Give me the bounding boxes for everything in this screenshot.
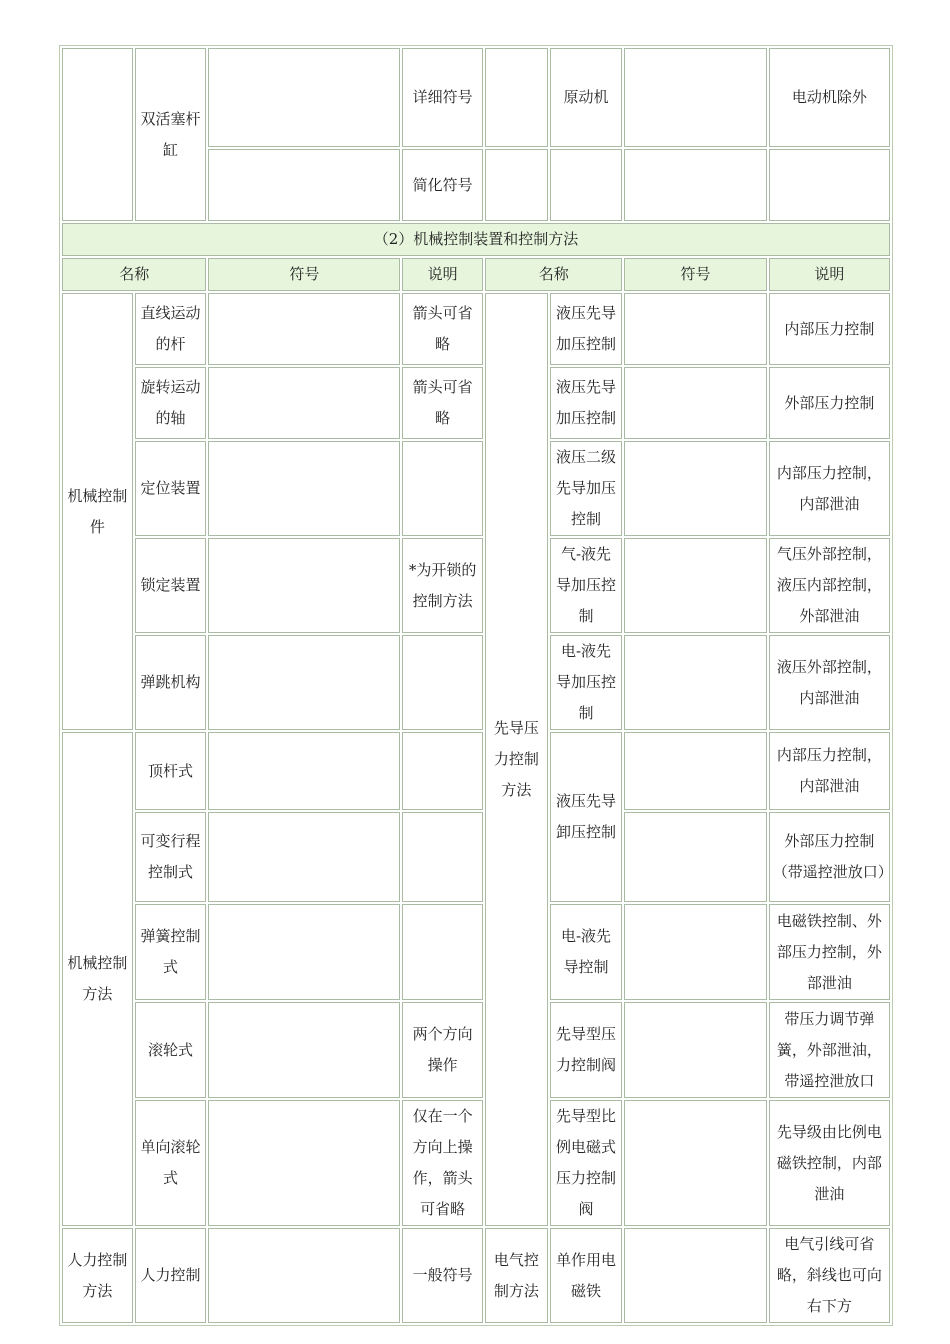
empty-cell [769, 149, 890, 221]
item-name: 电-液先导加压控制 [550, 635, 623, 730]
item-name: 定位装置 [135, 441, 207, 536]
header-note-left: 说明 [402, 258, 483, 291]
item-note [402, 732, 483, 810]
symbol-cell [624, 904, 766, 1000]
item-note: 内部压力控制，内部泄油 [769, 732, 890, 810]
item-name: 可变行程控制式 [135, 812, 207, 902]
item-note [402, 812, 483, 902]
item-name: 滚轮式 [135, 1002, 207, 1098]
symbol-cell [208, 538, 400, 633]
item-name: 锁定装置 [135, 538, 207, 633]
empty-cell [550, 149, 623, 221]
item-name: 液压先导加压控制 [550, 367, 623, 439]
group-mech-methods: 机械控制方法 [62, 732, 133, 1226]
header-symbol-right: 符号 [624, 258, 766, 291]
symbol-cell [208, 48, 400, 147]
symbol-cell [624, 1228, 766, 1323]
symbol-cell [208, 293, 400, 365]
group-electric-methods: 电气控制方法 [485, 1228, 548, 1323]
symbol-cell [208, 904, 400, 1000]
prime-mover-name: 原动机 [550, 48, 623, 147]
item-name: 气-液先导加压控制 [550, 538, 623, 633]
item-note: 外部压力控制（带遥控泄放口） [769, 812, 890, 902]
symbol-cell [208, 149, 400, 221]
header-note-right: 说明 [769, 258, 890, 291]
header-name-left: 名称 [62, 258, 206, 291]
empty-cell [62, 48, 133, 221]
symbol-cell [624, 441, 766, 536]
symbol-cell [624, 1002, 766, 1098]
group-manual-methods: 人力控制方法 [62, 1228, 133, 1323]
symbol-cell [624, 367, 766, 439]
symbol-cell [208, 1002, 400, 1098]
symbol-cell [208, 635, 400, 730]
symbol-cell [208, 812, 400, 902]
symbol-cell [208, 732, 400, 810]
item-note: 气压外部控制，液压内部控制，外部泄油 [769, 538, 890, 633]
symbol-cell [624, 732, 766, 810]
symbol-table-container [59, 45, 893, 1326]
symbol-cell [208, 441, 400, 536]
item-note: 箭头可省略 [402, 293, 483, 365]
empty-cell [485, 149, 548, 221]
item-note: 内部压力控制，内部泄油 [769, 441, 890, 536]
item-name: 先导型比例电磁式压力控制阀 [550, 1100, 623, 1226]
symbol-cell [624, 48, 766, 147]
hydraulic-symbol-table [59, 45, 893, 1326]
item-name: 旋转运动的轴 [135, 367, 207, 439]
symbol-cell [624, 812, 766, 902]
item-name: 单作用电磁铁 [550, 1228, 623, 1323]
symbol-cell [624, 1100, 766, 1226]
item-name: 人力控制 [135, 1228, 207, 1323]
item-name: 顶杆式 [135, 732, 207, 810]
item-name: 液压先导加压控制 [550, 293, 623, 365]
item-note: *为开锁的控制方法 [402, 538, 483, 633]
item-note: 先导级由比例电磁铁控制，内部泄油 [769, 1100, 890, 1226]
item-note: 电磁铁控制、外部压力控制，外部泄油 [769, 904, 890, 1000]
item-note: 仅在一个方向上操作，箭头可省略 [402, 1100, 483, 1226]
symbol-cell [208, 367, 400, 439]
symbol-cell [624, 635, 766, 730]
item-note: 箭头可省略 [402, 367, 483, 439]
header-name-right: 名称 [485, 258, 622, 291]
symbol-cell [208, 1100, 400, 1226]
item-name: 先导型压力控制阀 [550, 1002, 623, 1098]
item-note: 带压力调节弹簧，外部泄油，带遥控泄放口 [769, 1002, 890, 1098]
simple-symbol-label: 简化符号 [402, 149, 483, 221]
symbol-cell [624, 293, 766, 365]
cylinder-name: 双活塞杆缸 [135, 48, 207, 221]
symbol-cell [624, 538, 766, 633]
item-note: 内部压力控制 [769, 293, 890, 365]
item-name: 液压二级先导加压控制 [550, 441, 623, 536]
item-note: 外部压力控制 [769, 367, 890, 439]
section-title: （2）机械控制装置和控制方法 [62, 223, 890, 256]
item-note [402, 635, 483, 730]
item-name: 直线运动的杆 [135, 293, 207, 365]
symbol-cell [208, 1228, 400, 1323]
prime-mover-note: 电动机除外 [769, 48, 890, 147]
item-note: 一般符号 [402, 1228, 483, 1323]
item-name: 液压先导卸压控制 [550, 732, 623, 902]
item-note: 两个方向操作 [402, 1002, 483, 1098]
item-name: 单向滚轮式 [135, 1100, 207, 1226]
item-name: 弹簧控制式 [135, 904, 207, 1000]
group-mech-parts: 机械控制件 [62, 293, 133, 730]
header-symbol-left: 符号 [208, 258, 400, 291]
item-name: 弹跳机构 [135, 635, 207, 730]
item-note: 电气引线可省略，斜线也可向右下方 [769, 1228, 890, 1323]
detail-symbol-label: 详细符号 [402, 48, 483, 147]
item-note [402, 441, 483, 536]
empty-cell [624, 149, 766, 221]
item-note [402, 904, 483, 1000]
group-pilot-methods: 先导压力控制方法 [485, 293, 548, 1226]
item-name: 电-液先导控制 [550, 904, 623, 1000]
item-note: 液压外部控制，内部泄油 [769, 635, 890, 730]
empty-cell [485, 48, 548, 147]
